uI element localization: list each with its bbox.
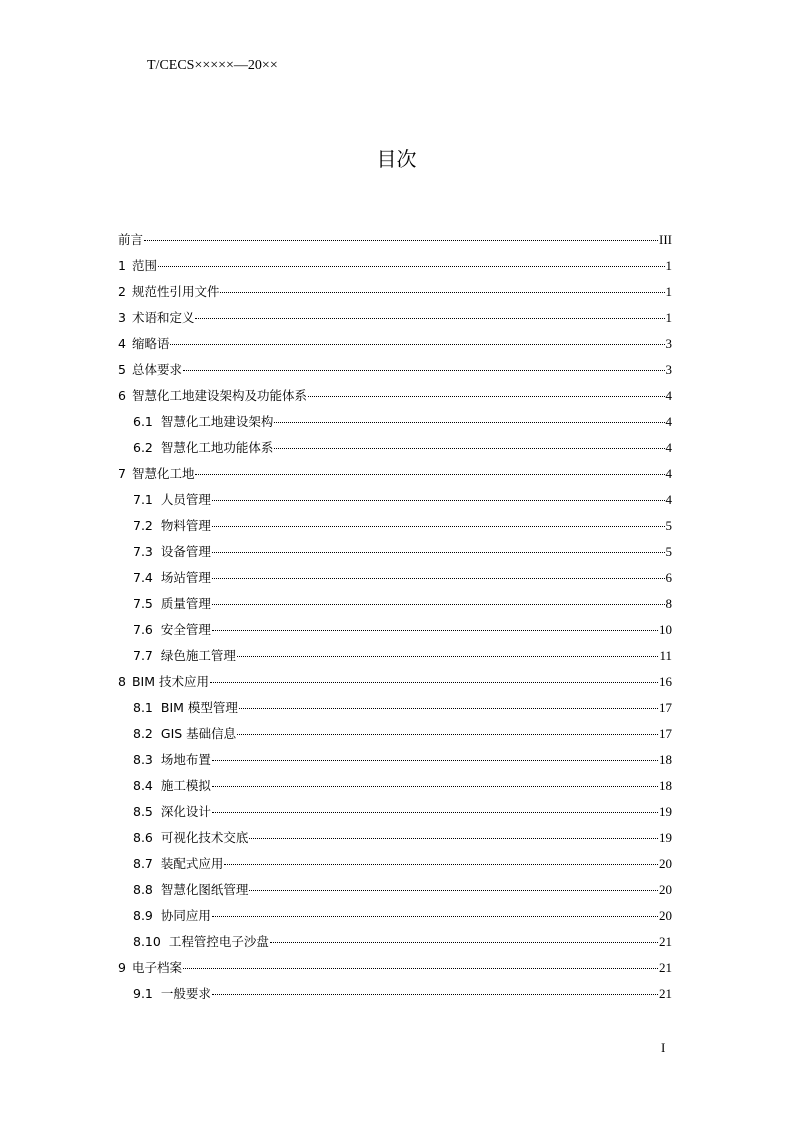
dot-leader bbox=[195, 318, 664, 319]
toc-entry-page: 21 bbox=[659, 960, 672, 975]
dot-leader bbox=[212, 916, 658, 917]
toc-entry[interactable] bbox=[118, 543, 672, 569]
toc-entry[interactable] bbox=[118, 569, 672, 595]
toc-entry-label: 工程管控电子沙盘 bbox=[168, 934, 269, 949]
toc-entry-number: 7.4 bbox=[133, 570, 153, 585]
toc-entry-label: BIM 技术应用 bbox=[131, 674, 209, 689]
toc-entry-number: 8.1 bbox=[133, 700, 153, 715]
toc-entry-number: 3 bbox=[118, 310, 126, 325]
dot-leader bbox=[212, 630, 658, 631]
dot-leader bbox=[212, 994, 658, 995]
toc-entry-page: 21 bbox=[659, 934, 672, 949]
toc-entry-page: 20 bbox=[659, 908, 672, 923]
toc-entry-label: 质量管理 bbox=[160, 596, 211, 611]
toc-entry-label: 前言 bbox=[118, 232, 144, 247]
dot-leader bbox=[249, 890, 658, 891]
toc-entry-label: 总体要求 bbox=[131, 362, 182, 377]
toc-entry-number: 6.1 bbox=[133, 414, 153, 429]
toc-entry[interactable] bbox=[118, 387, 672, 413]
dot-leader bbox=[308, 396, 665, 397]
toc-entry[interactable] bbox=[118, 309, 672, 335]
toc-entry-page: 10 bbox=[659, 622, 672, 637]
toc-entry-number: 7.7 bbox=[133, 648, 153, 663]
dot-leader bbox=[220, 292, 664, 293]
toc-entry-number: 7.6 bbox=[133, 622, 153, 637]
toc-entry-number: 8 bbox=[118, 674, 126, 689]
dot-leader bbox=[212, 604, 665, 605]
toc-entry-number: 6 bbox=[118, 388, 126, 403]
toc-entry-page: 5 bbox=[665, 544, 672, 559]
dot-leader bbox=[274, 422, 664, 423]
toc-entry-number: 8.3 bbox=[133, 752, 153, 767]
toc-entry-page: 20 bbox=[659, 882, 672, 897]
toc-entry-number: 2 bbox=[118, 284, 126, 299]
dot-leader bbox=[195, 474, 664, 475]
toc-entry-page: III bbox=[659, 232, 672, 247]
toc-entry-page: 1 bbox=[665, 258, 672, 273]
toc-entry-page: 16 bbox=[659, 674, 672, 689]
toc-entry-label: 电子档案 bbox=[131, 960, 182, 975]
toc-entry-page: 21 bbox=[659, 986, 672, 1001]
toc-entry[interactable] bbox=[118, 517, 672, 543]
toc-entry-page: 4 bbox=[665, 440, 672, 455]
dot-leader bbox=[183, 370, 665, 371]
toc-entry[interactable] bbox=[118, 803, 672, 829]
toc-entry-number: 1 bbox=[118, 258, 126, 273]
toc-entry-label: 规范性引用文件 bbox=[131, 284, 220, 299]
toc-entry-page: 3 bbox=[665, 336, 672, 351]
toc-entry-label: BIM 模型管理 bbox=[160, 700, 238, 715]
toc-entry-label: 一般要求 bbox=[160, 986, 211, 1001]
toc-entry-number: 7.2 bbox=[133, 518, 153, 533]
toc-entry-label: 场站管理 bbox=[160, 570, 211, 585]
toc-entry-number: 7.1 bbox=[133, 492, 153, 507]
toc-entry[interactable] bbox=[118, 647, 672, 673]
toc-entry-label: 物料管理 bbox=[160, 518, 211, 533]
toc-entry[interactable] bbox=[118, 699, 672, 725]
toc-entry[interactable] bbox=[118, 257, 672, 283]
toc-entry-page: 18 bbox=[659, 752, 672, 767]
toc-entry-label: 装配式应用 bbox=[160, 856, 224, 871]
toc-entry-page: 8 bbox=[665, 596, 672, 611]
dot-leader bbox=[212, 786, 658, 787]
standard-number-header: T/CECS×××××—20×× bbox=[147, 58, 278, 73]
page-title: 目次 bbox=[376, 147, 417, 171]
dot-leader bbox=[170, 344, 664, 345]
toc-entry[interactable] bbox=[118, 283, 672, 309]
toc-entry-number: 8.4 bbox=[133, 778, 153, 793]
toc-entry[interactable] bbox=[118, 335, 672, 361]
toc-entry-number: 7.5 bbox=[133, 596, 153, 611]
dot-leader bbox=[237, 656, 659, 657]
toc-entry-page: 19 bbox=[659, 830, 672, 845]
toc-entry[interactable] bbox=[118, 413, 672, 439]
toc-entry-label: 设备管理 bbox=[160, 544, 211, 559]
toc-entry-number: 8.9 bbox=[133, 908, 153, 923]
toc-entry[interactable] bbox=[118, 855, 672, 881]
toc-entry-number: 6.2 bbox=[133, 440, 153, 455]
dot-leader bbox=[239, 708, 658, 709]
toc-entry-number: 9.1 bbox=[133, 986, 153, 1001]
dot-leader bbox=[210, 682, 658, 683]
toc-entry-number: 7.3 bbox=[133, 544, 153, 559]
dot-leader bbox=[158, 266, 665, 267]
dot-leader bbox=[270, 942, 658, 943]
toc-entry-label: 施工模拟 bbox=[160, 778, 211, 793]
dot-leader bbox=[212, 578, 665, 579]
toc-entry[interactable] bbox=[118, 621, 672, 647]
dot-leader bbox=[212, 552, 665, 553]
toc-entry[interactable] bbox=[118, 959, 672, 985]
toc-entry-label: 协同应用 bbox=[160, 908, 211, 923]
dot-leader bbox=[274, 448, 664, 449]
toc-entry[interactable] bbox=[118, 231, 672, 257]
toc-entry-number: 8.5 bbox=[133, 804, 153, 819]
toc-entry-label: 智慧化工地 bbox=[131, 466, 195, 481]
toc-entry[interactable] bbox=[118, 439, 672, 465]
toc-entry[interactable] bbox=[118, 673, 672, 699]
dot-leader bbox=[212, 526, 665, 527]
toc-entry-page: 6 bbox=[665, 570, 672, 585]
dot-leader bbox=[249, 838, 658, 839]
toc-entry-label: 术语和定义 bbox=[131, 310, 195, 325]
toc-entry[interactable] bbox=[118, 907, 672, 933]
toc-entry-label: 智慧化图纸管理 bbox=[160, 882, 249, 897]
toc-entry-page: 3 bbox=[665, 362, 672, 377]
toc-entry[interactable] bbox=[118, 933, 672, 959]
toc-entry-label: 深化设计 bbox=[160, 804, 211, 819]
toc-entry-page: 17 bbox=[659, 726, 672, 741]
toc-entry-number: 5 bbox=[118, 362, 126, 377]
toc-entry-label: 智慧化工地建设架构及功能体系 bbox=[131, 388, 307, 403]
toc-entry-label: 可视化技术交底 bbox=[160, 830, 249, 845]
toc-entry-label: 缩略语 bbox=[131, 336, 170, 351]
toc-entry-label: GIS 基础信息 bbox=[160, 726, 237, 741]
toc-entry[interactable] bbox=[118, 751, 672, 777]
toc-entry-label: 人员管理 bbox=[160, 492, 211, 507]
toc-entry-number: 8.6 bbox=[133, 830, 153, 845]
toc-entry-number: 9 bbox=[118, 960, 126, 975]
toc-entry-number: 4 bbox=[118, 336, 126, 351]
dot-leader bbox=[144, 240, 658, 241]
toc-entry[interactable] bbox=[118, 725, 672, 751]
toc-entry-page: 4 bbox=[665, 492, 672, 507]
toc-entry-page: 20 bbox=[659, 856, 672, 871]
dot-leader bbox=[224, 864, 658, 865]
toc-entry-label: 场地布置 bbox=[160, 752, 211, 767]
toc-entry-number: 7 bbox=[118, 466, 126, 481]
toc-entry-page: 4 bbox=[665, 388, 672, 403]
toc-entry-number: 8.8 bbox=[133, 882, 153, 897]
toc-entry[interactable] bbox=[118, 465, 672, 491]
toc-entry[interactable] bbox=[118, 881, 672, 907]
page-number: I bbox=[661, 1040, 666, 1055]
toc-entry-page: 4 bbox=[665, 414, 672, 429]
toc-entry-label: 安全管理 bbox=[160, 622, 211, 637]
toc-entry-number: 8.10 bbox=[133, 934, 161, 949]
toc-entry-page: 17 bbox=[659, 700, 672, 715]
toc-entry-label: 智慧化工地功能体系 bbox=[160, 440, 274, 455]
toc-entry-page: 18 bbox=[659, 778, 672, 793]
toc-entry-page: 5 bbox=[665, 518, 672, 533]
toc-entry[interactable] bbox=[118, 985, 672, 1011]
toc-entry[interactable] bbox=[118, 361, 672, 387]
toc-entry-label: 绿色施工管理 bbox=[160, 648, 236, 663]
dot-leader bbox=[212, 760, 658, 761]
toc-entry-label: 范围 bbox=[131, 258, 157, 273]
dot-leader bbox=[183, 968, 658, 969]
toc-entry-label: 智慧化工地建设架构 bbox=[160, 414, 274, 429]
toc-entry-page: 11 bbox=[659, 648, 672, 663]
toc-entry[interactable] bbox=[118, 829, 672, 855]
dot-leader bbox=[237, 734, 658, 735]
toc-entry-page: 19 bbox=[659, 804, 672, 819]
toc-entry[interactable] bbox=[118, 777, 672, 803]
toc-entry-page: 1 bbox=[665, 310, 672, 325]
toc-entry[interactable] bbox=[118, 491, 672, 517]
dot-leader bbox=[212, 812, 658, 813]
toc-entry-number: 8.7 bbox=[133, 856, 153, 871]
dot-leader bbox=[212, 500, 665, 501]
toc-entry[interactable] bbox=[118, 595, 672, 621]
toc-entry-page: 4 bbox=[665, 466, 672, 481]
toc-entry-page: 1 bbox=[665, 284, 672, 299]
table-of-contents bbox=[118, 231, 672, 1011]
toc-entry-number: 8.2 bbox=[133, 726, 153, 741]
